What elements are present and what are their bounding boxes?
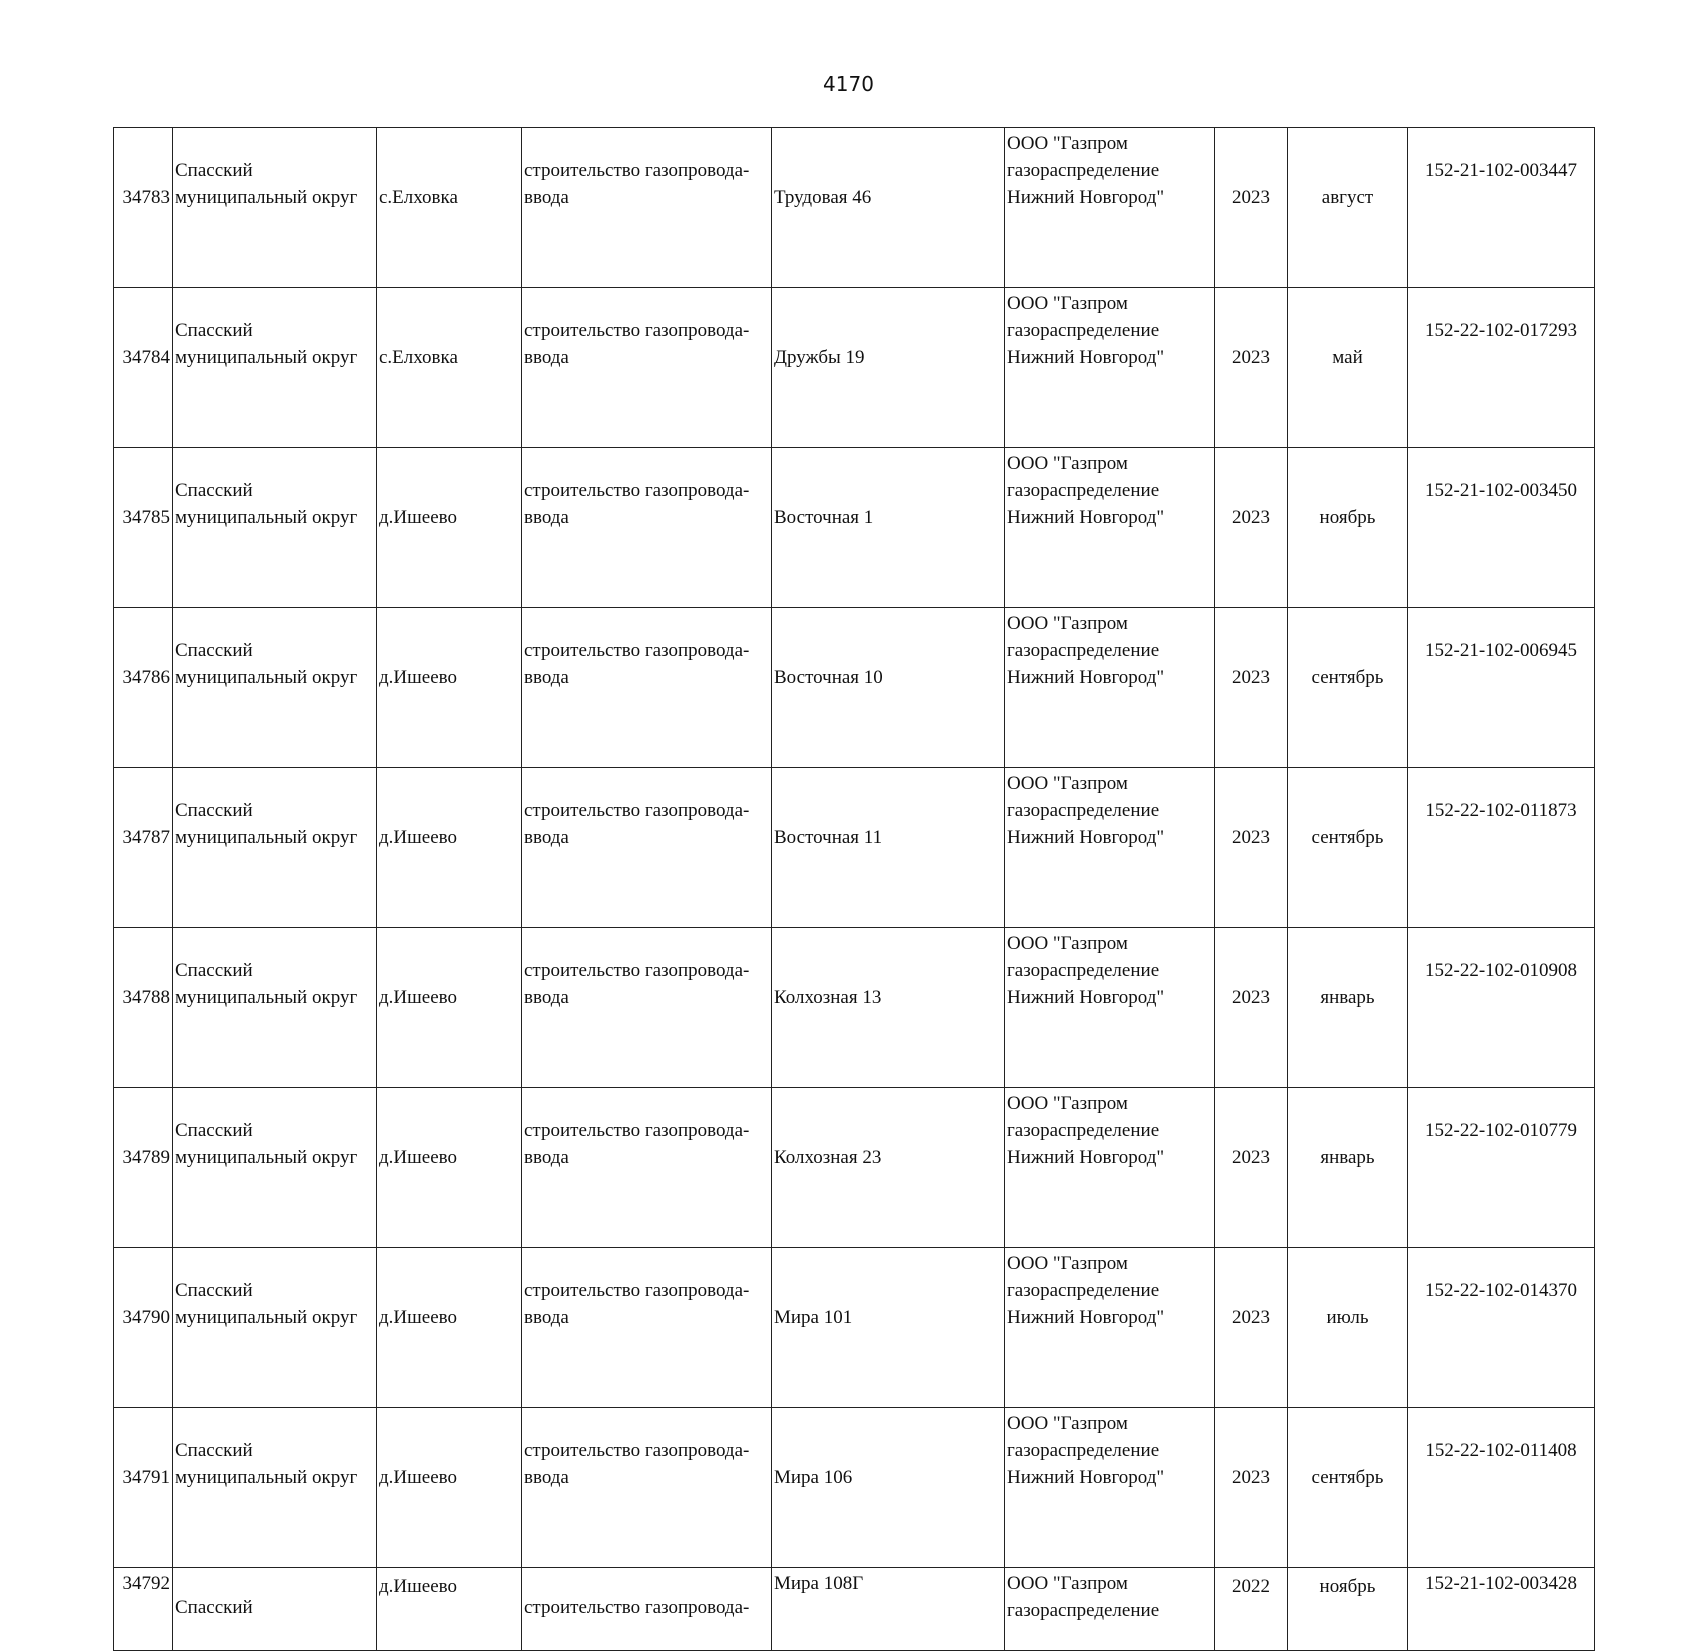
code-cell-text: 152-21-102-006945 <box>1425 640 1577 661</box>
settlement-cell <box>377 1408 522 1568</box>
month-cell <box>1288 928 1408 1088</box>
code-cell-text: 152-21-102-003447 <box>1425 160 1577 181</box>
year-cell <box>1215 128 1288 288</box>
year-cell-text: 2023 <box>1232 667 1270 688</box>
year-cell-text: 2023 <box>1232 187 1270 208</box>
code-cell <box>1408 608 1595 768</box>
work-type-cell-text: ввода <box>524 1147 569 1168</box>
row-id-cell <box>114 608 173 768</box>
settlement-cell-text: д.Ишеево <box>379 1307 457 1328</box>
code-cell-text: 152-22-102-010908 <box>1425 960 1577 981</box>
address-cell <box>772 128 1005 288</box>
table-row <box>114 288 1595 448</box>
table-row <box>114 448 1595 608</box>
month-cell <box>1288 1568 1408 1651</box>
district-cell-text: муниципальный округ <box>175 507 358 528</box>
settlement-cell <box>377 768 522 928</box>
organization-cell-text: ООО "Газпром <box>1007 773 1128 794</box>
year-cell-text: 2023 <box>1232 347 1270 368</box>
address-cell <box>772 448 1005 608</box>
district-cell-text: Спасский <box>175 640 253 661</box>
year-cell-text: 2023 <box>1232 507 1270 528</box>
month-cell-text: сентябрь <box>1311 827 1384 848</box>
organization-cell <box>1005 928 1215 1088</box>
district-cell-text: муниципальный округ <box>175 1467 358 1488</box>
address-cell-text: Восточная 10 <box>774 667 883 688</box>
row-id-cell-text: 34785 <box>122 507 170 528</box>
year-cell-text: 2022 <box>1232 1576 1270 1597</box>
organization-cell-text: Нижний Новгород" <box>1007 187 1165 208</box>
organization-cell-text: газораспределение <box>1007 800 1160 821</box>
work-type-cell-text: ввода <box>524 987 569 1008</box>
organization-cell <box>1005 1568 1215 1651</box>
year-cell-text: 2023 <box>1232 1147 1270 1168</box>
work-type-cell-text: строительство газопровода- <box>524 160 750 181</box>
district-cell-text: Спасский <box>175 1120 253 1141</box>
row-id-cell <box>114 1568 173 1651</box>
settlement-cell-text: д.Ишеево <box>379 1147 457 1168</box>
year-cell-text: 2023 <box>1232 1467 1270 1488</box>
district-cell-text: муниципальный округ <box>175 987 358 1008</box>
address-cell <box>772 288 1005 448</box>
code-cell <box>1408 1568 1595 1651</box>
address-cell-text: Колхозная 23 <box>774 1147 882 1168</box>
district-cell <box>173 1408 377 1568</box>
address-cell <box>772 1568 1005 1651</box>
settlement-cell-text: с.Елховка <box>379 347 458 368</box>
district-cell-text: муниципальный округ <box>175 1307 358 1328</box>
code-cell <box>1408 768 1595 928</box>
row-id-cell-text: 34784 <box>122 347 170 368</box>
work-type-cell <box>522 608 772 768</box>
month-cell-text: июль <box>1326 1307 1369 1328</box>
address-cell <box>772 1088 1005 1248</box>
code-cell-text: 152-22-102-011873 <box>1425 800 1577 821</box>
month-cell-text: август <box>1321 187 1374 208</box>
work-type-cell <box>522 448 772 608</box>
work-type-cell <box>522 288 772 448</box>
year-cell <box>1215 288 1288 448</box>
row-id-cell <box>114 768 173 928</box>
month-cell-text: сентябрь <box>1311 667 1384 688</box>
organization-cell-text: Нижний Новгород" <box>1007 1467 1165 1488</box>
work-type-cell <box>522 128 772 288</box>
settlement-cell <box>377 288 522 448</box>
month-cell <box>1288 1088 1408 1248</box>
row-id-cell <box>114 288 173 448</box>
district-cell-text: Спасский <box>175 480 253 501</box>
work-type-cell-text: строительство газопровода- <box>524 1597 750 1618</box>
code-cell-text: 152-21-102-003450 <box>1425 480 1577 501</box>
district-cell-text: Спасский <box>175 320 253 341</box>
settlement-cell-text: с.Елховка <box>379 187 458 208</box>
month-cell-text: май <box>1332 347 1363 368</box>
work-type-cell-text: ввода <box>524 1307 569 1328</box>
work-type-cell-text: строительство газопровода- <box>524 1280 750 1301</box>
district-cell-text: Спасский <box>175 960 253 981</box>
work-type-cell-text: ввода <box>524 667 569 688</box>
month-cell <box>1288 1248 1408 1408</box>
work-type-cell-text: ввода <box>524 827 569 848</box>
organization-cell-text: ООО "Газпром <box>1007 1413 1128 1434</box>
row-id-cell-text: 34787 <box>122 827 170 848</box>
organization-cell-text: Нижний Новгород" <box>1007 667 1165 688</box>
work-type-cell-text: ввода <box>524 187 569 208</box>
year-cell <box>1215 608 1288 768</box>
settlement-cell <box>377 608 522 768</box>
month-cell-text: ноябрь <box>1319 507 1376 528</box>
month-cell-text: январь <box>1320 987 1375 1008</box>
work-type-cell <box>522 1568 772 1651</box>
organization-cell-text: ООО "Газпром <box>1007 1093 1128 1114</box>
organization-cell-text: газораспределение <box>1007 160 1160 181</box>
year-cell-text: 2023 <box>1232 1307 1270 1328</box>
month-cell <box>1288 448 1408 608</box>
page-number: 4170 <box>823 72 874 96</box>
organization-cell-text: ООО "Газпром <box>1007 133 1128 154</box>
address-cell-text: Колхозная 13 <box>774 987 882 1008</box>
row-id-cell <box>114 928 173 1088</box>
work-type-cell-text: строительство газопровода- <box>524 320 750 341</box>
settlement-cell-text: д.Ишеево <box>379 1576 457 1597</box>
row-id-cell-text: 34786 <box>122 667 170 688</box>
organization-cell-text: газораспределение <box>1007 1600 1160 1621</box>
settlement-cell <box>377 448 522 608</box>
code-cell <box>1408 1088 1595 1248</box>
district-cell <box>173 448 377 608</box>
organization-cell-text: Нижний Новгород" <box>1007 987 1165 1008</box>
organization-cell <box>1005 128 1215 288</box>
district-cell-text: муниципальный округ <box>175 347 358 368</box>
table-row <box>114 1088 1595 1248</box>
organization-cell-text: Нижний Новгород" <box>1007 1147 1165 1168</box>
district-cell-text: муниципальный округ <box>175 1147 358 1168</box>
organization-cell <box>1005 288 1215 448</box>
organization-cell-text: ООО "Газпром <box>1007 933 1128 954</box>
row-id-cell <box>114 128 173 288</box>
month-cell-text: ноябрь <box>1319 1576 1376 1597</box>
code-cell-text: 152-21-102-003428 <box>1425 1573 1577 1594</box>
row-id-cell-text: 34788 <box>122 987 170 1008</box>
organization-cell-text: газораспределение <box>1007 320 1160 341</box>
settlement-cell-text: д.Ишеево <box>379 1467 457 1488</box>
address-cell <box>772 608 1005 768</box>
settlement-cell <box>377 928 522 1088</box>
row-id-cell <box>114 1248 173 1408</box>
organization-cell-text: газораспределение <box>1007 1120 1160 1141</box>
work-type-cell-text: строительство газопровода- <box>524 1120 750 1141</box>
work-type-cell-text: строительство газопровода- <box>524 960 750 981</box>
row-id-cell <box>114 1088 173 1248</box>
district-cell-text: Спасский <box>175 160 253 181</box>
row-id-cell-text: 34789 <box>122 1147 170 1168</box>
organization-cell <box>1005 1248 1215 1408</box>
work-type-cell-text: строительство газопровода- <box>524 480 750 501</box>
month-cell <box>1288 608 1408 768</box>
table-row <box>114 1248 1595 1408</box>
district-cell-text: муниципальный округ <box>175 827 358 848</box>
district-cell <box>173 1248 377 1408</box>
month-cell <box>1288 1408 1408 1568</box>
address-cell-text: Мира 108Г <box>774 1573 864 1594</box>
organization-cell <box>1005 608 1215 768</box>
code-cell <box>1408 1408 1595 1568</box>
address-cell <box>772 1248 1005 1408</box>
work-type-cell <box>522 1088 772 1248</box>
settlement-cell <box>377 1248 522 1408</box>
organization-cell-text: газораспределение <box>1007 1280 1160 1301</box>
table-row <box>114 928 1595 1088</box>
settlement-cell <box>377 1568 522 1651</box>
year-cell <box>1215 1568 1288 1651</box>
work-type-cell <box>522 1248 772 1408</box>
work-type-cell-text: строительство газопровода- <box>524 1440 750 1461</box>
organization-cell-text: ООО "Газпром <box>1007 1253 1128 1274</box>
district-cell-text: муниципальный округ <box>175 667 358 688</box>
work-type-cell-text: ввода <box>524 1467 569 1488</box>
year-cell <box>1215 448 1288 608</box>
month-cell <box>1288 128 1408 288</box>
organization-cell-text: ООО "Газпром <box>1007 1573 1128 1594</box>
table-row <box>114 1568 1595 1651</box>
table-row <box>114 1408 1595 1568</box>
row-id-cell-text: 34783 <box>122 187 170 208</box>
address-cell <box>772 768 1005 928</box>
district-cell <box>173 288 377 448</box>
code-cell <box>1408 928 1595 1088</box>
district-cell <box>173 928 377 1088</box>
organization-cell-text: ООО "Газпром <box>1007 293 1128 314</box>
code-cell-text: 152-22-102-014370 <box>1425 1280 1577 1301</box>
table-row <box>114 608 1595 768</box>
row-id-cell <box>114 448 173 608</box>
organization-cell <box>1005 448 1215 608</box>
code-cell <box>1408 448 1595 608</box>
settlement-cell <box>377 128 522 288</box>
registry-table <box>113 127 1595 1651</box>
code-cell-text: 152-22-102-011408 <box>1425 1440 1577 1461</box>
year-cell <box>1215 928 1288 1088</box>
organization-cell <box>1005 1088 1215 1248</box>
organization-cell-text: ООО "Газпром <box>1007 613 1128 634</box>
organization-cell-text: газораспределение <box>1007 640 1160 661</box>
district-cell <box>173 608 377 768</box>
organization-cell-text: газораспределение <box>1007 1440 1160 1461</box>
code-cell <box>1408 1248 1595 1408</box>
district-cell <box>173 768 377 928</box>
organization-cell-text: газораспределение <box>1007 480 1160 501</box>
year-cell <box>1215 1248 1288 1408</box>
district-cell-text: Спасский <box>175 1280 253 1301</box>
address-cell <box>772 928 1005 1088</box>
settlement-cell-text: д.Ишеево <box>379 507 457 528</box>
settlement-cell-text: д.Ишеево <box>379 987 457 1008</box>
row-id-cell-text: 34791 <box>122 1467 170 1488</box>
year-cell-text: 2023 <box>1232 827 1270 848</box>
address-cell-text: Мира 106 <box>774 1467 853 1488</box>
address-cell-text: Восточная 11 <box>774 827 883 848</box>
organization-cell-text: ООО "Газпром <box>1007 453 1128 474</box>
address-cell-text: Трудовая 46 <box>774 187 872 208</box>
settlement-cell <box>377 1088 522 1248</box>
organization-cell-text: Нижний Новгород" <box>1007 827 1165 848</box>
district-cell-text: муниципальный округ <box>175 187 358 208</box>
address-cell-text: Дружбы 19 <box>774 347 865 368</box>
table-body <box>114 128 1595 1651</box>
table-row <box>114 128 1595 288</box>
code-cell <box>1408 128 1595 288</box>
month-cell <box>1288 768 1408 928</box>
organization-cell-text: газораспределение <box>1007 960 1160 981</box>
organization-cell-text: Нижний Новгород" <box>1007 1307 1165 1328</box>
address-cell-text: Мира 101 <box>774 1307 853 1328</box>
district-cell-text: Спасский <box>175 1440 253 1461</box>
code-cell-text: 152-22-102-017293 <box>1425 320 1577 341</box>
organization-cell <box>1005 768 1215 928</box>
row-id-cell-text: 34790 <box>122 1307 170 1328</box>
month-cell <box>1288 288 1408 448</box>
row-id-cell <box>114 1408 173 1568</box>
code-cell-text: 152-22-102-010779 <box>1425 1120 1577 1141</box>
year-cell <box>1215 768 1288 928</box>
organization-cell-text: Нижний Новгород" <box>1007 507 1165 528</box>
settlement-cell-text: д.Ишеево <box>379 827 457 848</box>
code-cell <box>1408 288 1595 448</box>
organization-cell <box>1005 1408 1215 1568</box>
work-type-cell <box>522 768 772 928</box>
settlement-cell-text: д.Ишеево <box>379 667 457 688</box>
district-cell <box>173 1088 377 1248</box>
table-row <box>114 768 1595 928</box>
work-type-cell-text: ввода <box>524 347 569 368</box>
work-type-cell <box>522 1408 772 1568</box>
district-cell-text: Спасский <box>175 1597 253 1618</box>
row-id-cell-text: 34792 <box>122 1573 170 1594</box>
district-cell <box>173 1568 377 1651</box>
district-cell-text: Спасский <box>175 800 253 821</box>
address-cell-text: Восточная 1 <box>774 507 874 528</box>
organization-cell-text: Нижний Новгород" <box>1007 347 1165 368</box>
district-cell <box>173 128 377 288</box>
work-type-cell-text: строительство газопровода- <box>524 640 750 661</box>
year-cell-text: 2023 <box>1232 987 1270 1008</box>
month-cell-text: сентябрь <box>1311 1467 1384 1488</box>
work-type-cell <box>522 928 772 1088</box>
month-cell-text: январь <box>1320 1147 1375 1168</box>
year-cell <box>1215 1408 1288 1568</box>
year-cell <box>1215 1088 1288 1248</box>
work-type-cell-text: строительство газопровода- <box>524 800 750 821</box>
address-cell <box>772 1408 1005 1568</box>
work-type-cell-text: ввода <box>524 507 569 528</box>
